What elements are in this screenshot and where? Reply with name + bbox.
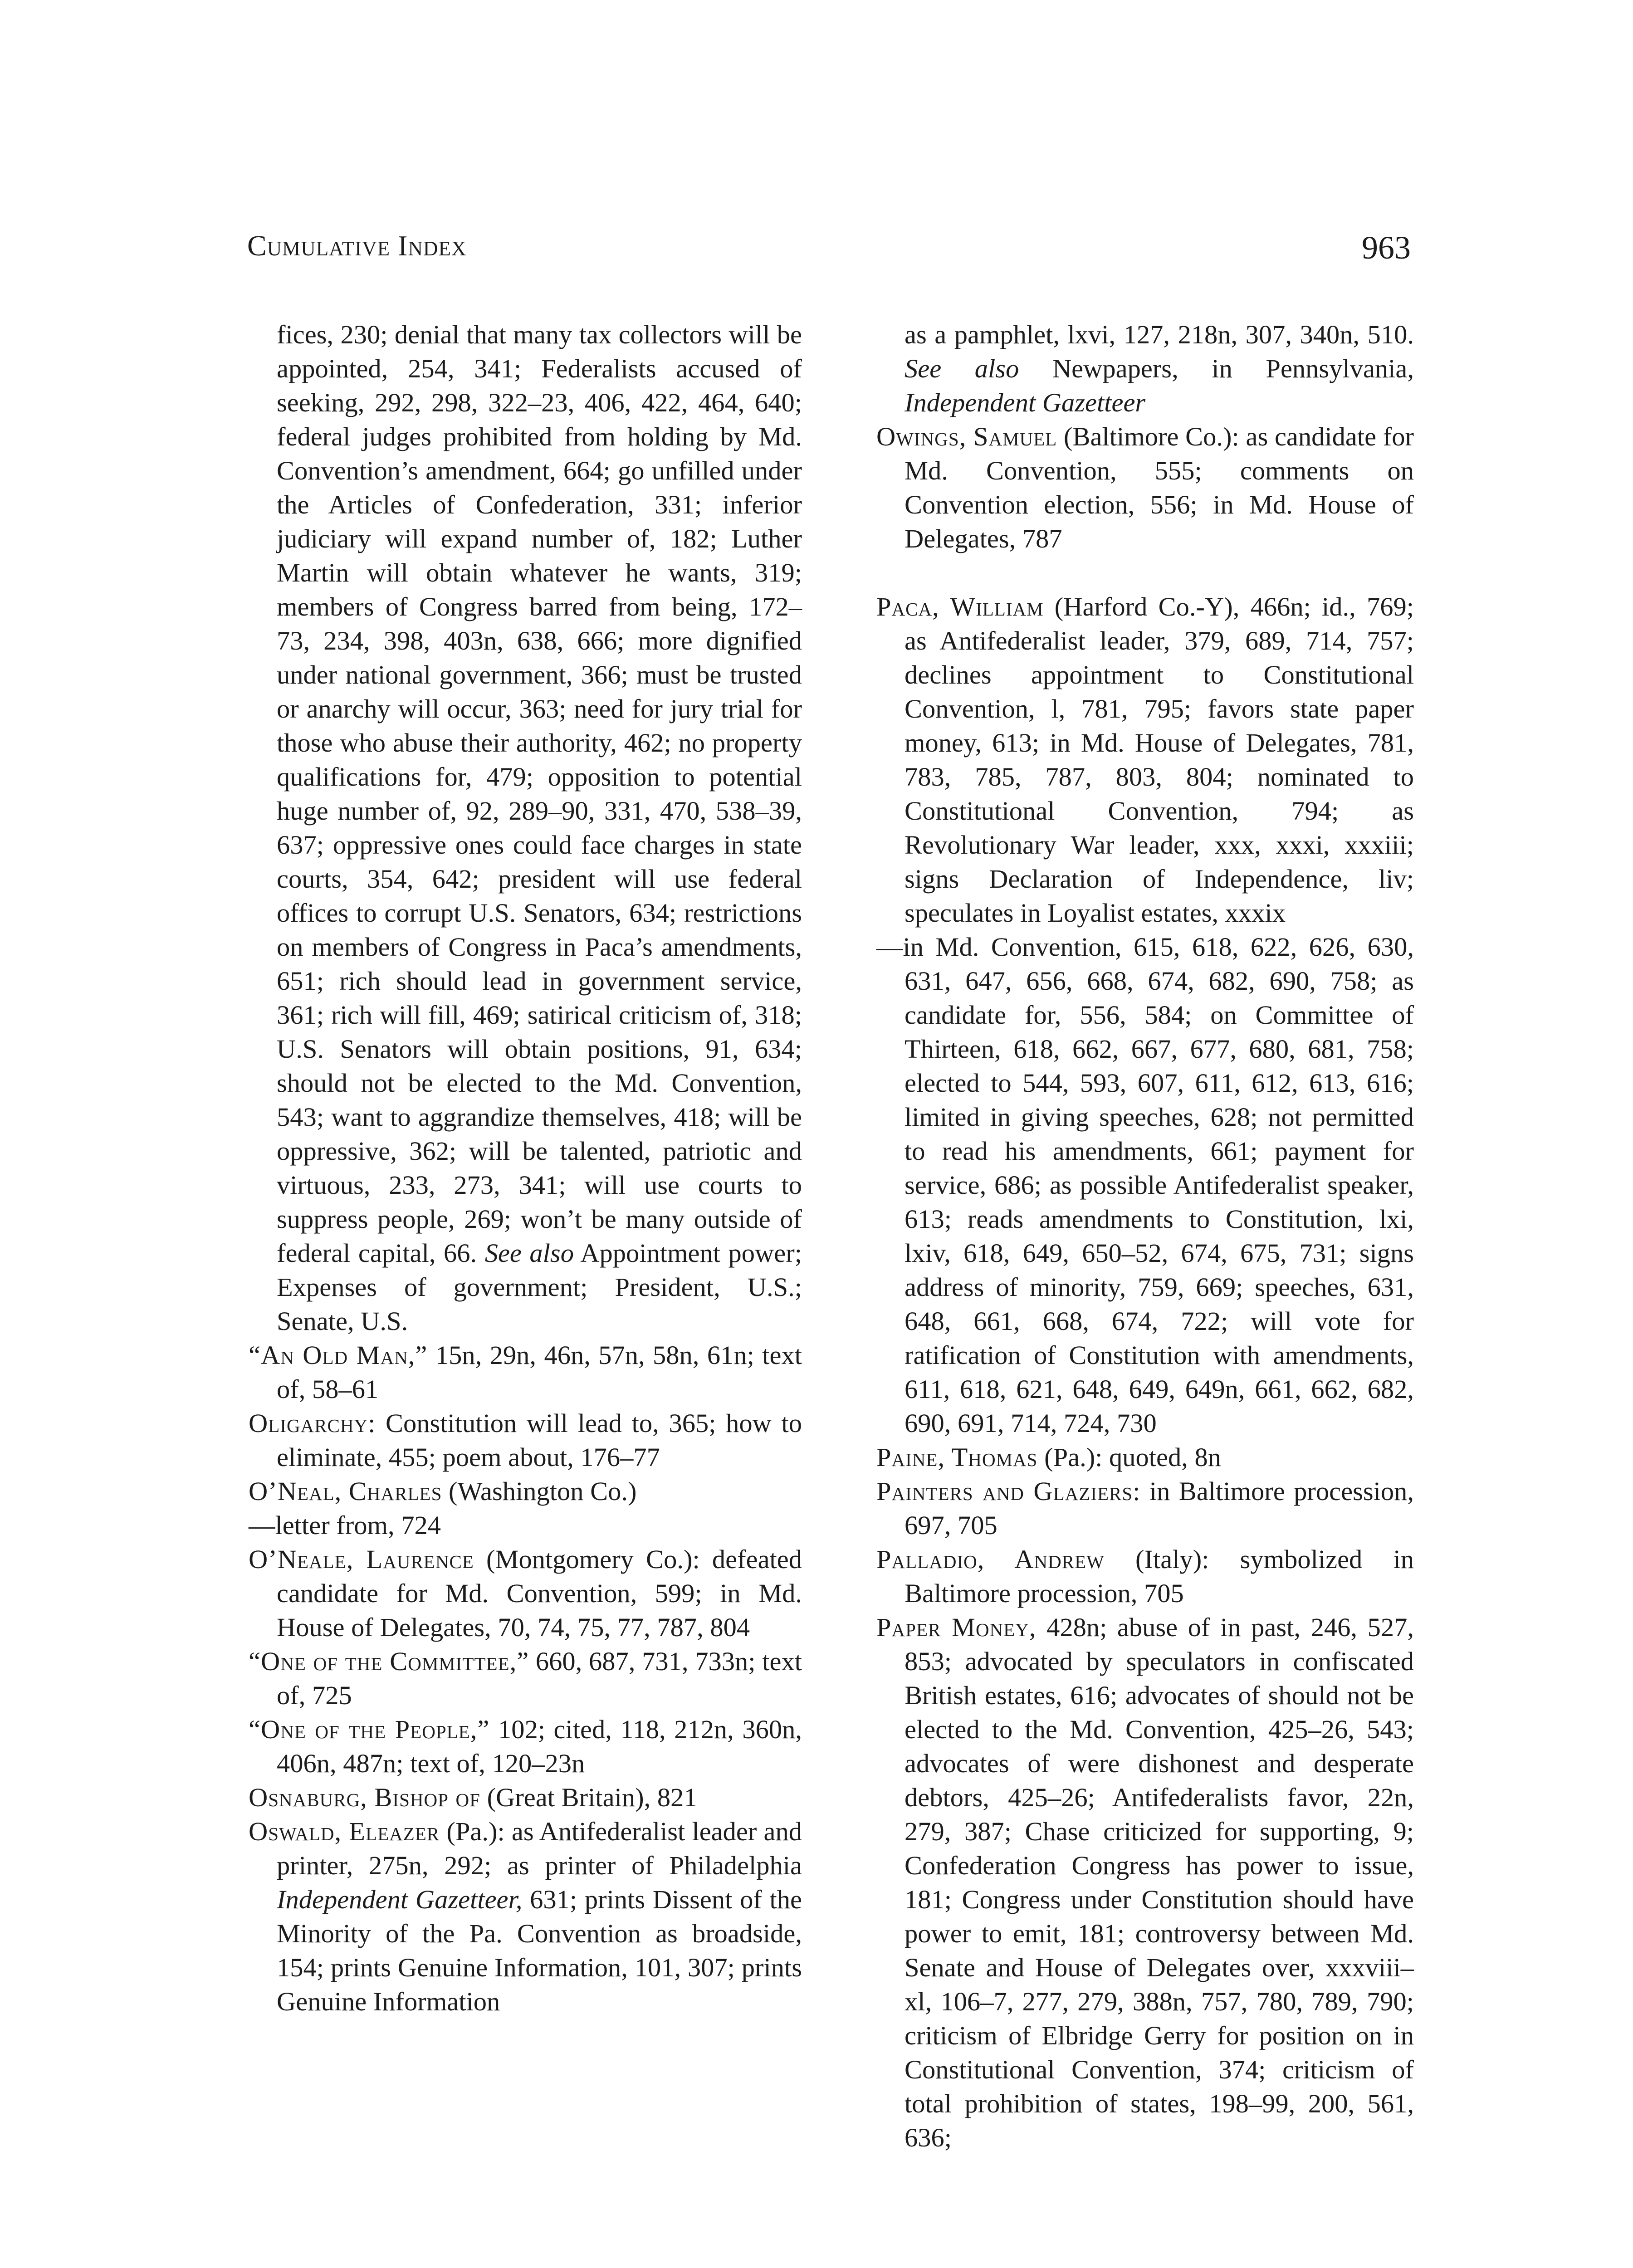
entry-text: 428n; abuse of in past, 246, 527, 853; advocated by speculators in confiscated British estates, 616; advocates of should not be elected to the Md. Convention, 425–26, 543; advocates of were dishonest and desperate debtors, 425–26; Antifederalists favor, 22n, 279, 387; Chase criticized for supporting, 9; Confederation Congress has power to issue, 181; Congress under Constitution should have power to emit, 181; controversy between Md. Senate and House of Delegates over, xxxviii–xl, 106–7, 277, 279, 388n, 757, 780, 789, 790; criticism of Elbridge Gerry for position on in Constitutional Convention, 374; criticism of total prohibition of states, 198–99, 200, 561, 636; <box>905 1613 1414 2152</box>
entry-text: (Montgomery Co.): defeated candidate for Md. Convention, 599; in Md. House of Delegates, 70, 74, 75, 77, 787, 804 <box>277 1545 802 1642</box>
entry-text: 15n, 29n, 46n, 57n, 58n, 61n; text of, 58–61 <box>277 1340 802 1404</box>
entry-text: (Italy): symbolized in Baltimore procession, 705 <box>905 1545 1414 1608</box>
right-column <box>876 318 1414 2155</box>
index-entry-paper-money <box>876 1610 1414 2155</box>
index-entry-an-old-man <box>249 1338 802 1406</box>
running-title <box>247 229 466 263</box>
entry-heading: Owings, Samuel <box>876 422 1057 451</box>
entry-italic: Independent Gazetteer, <box>277 1885 523 1914</box>
officers-text: fices, 230; denial that many tax collectors will be appointed, 254, 341; Federalists accused of seeking, 292, 298, 322–23, 406, 422, 464, 640; federal judges prohibited from holding by Md. Convention’s amendment, 664; go unfilled under the Articles of Confederation, 331; inferior judiciary will expand number of, 182; Luther Martin will obtain whatever he wants, 319; members of Congress barred from being, 172–73, 234, 398, 403n, 638, 666; more dignified under national government, 366; must be trusted or anarchy will occur, 363; need for jury trial for those who abuse their authority, 462; no property qualifications for, 479; opposition to potential huge number of, 92, 289–90, 331, 470, 538–39, 637; oppressive ones could face charges in state courts, 354, 642; president will use federal offices to corrupt U.S. Senators, 634; restrictions on members of Congress in Paca’s amendments, 651; rich should lead in government service, 361; rich will fill, 469; satirical criticism of, 318; U.S. Senators will obtain positions, 91, 634; should not be elected to the Md. Convention, 543; want to aggrandize themselves, 418; will be oppressive, 362; will be talented, patriotic and virtuous, 233, 273, 341; will use courts to suppress people, 269; won’t be many outside of federal capital, 66. <box>277 320 802 1268</box>
index-entry-paine <box>876 1440 1414 1474</box>
index-entry-oneale <box>249 1542 802 1644</box>
entry-heading: Oligarchy: <box>249 1408 376 1438</box>
index-entry-paca <box>876 590 1414 930</box>
see-also-label: See also <box>484 1238 574 1268</box>
index-entry-oswald <box>249 1814 802 2019</box>
entry-heading: “One of the People,” <box>249 1715 490 1744</box>
letter-gap <box>876 556 1414 590</box>
entry-text-2: 631; prints Dissent of the Minority of the Pa. Convention as broadside, 154; prints Genuine Information, 101, 307; prints Genuine Information <box>277 1885 802 2016</box>
entry-heading: “One of the Committee,” <box>249 1647 529 1676</box>
running-title-text: Cumulative Index <box>247 230 467 262</box>
index-subentry-oneal-letter: —letter from, 724 <box>249 1510 441 1540</box>
oswald-continued-text: as a pamphlet, lxvi, 127, 218n, 307, 340n, 510. <box>905 320 1414 349</box>
index-entry-officers-continued <box>249 318 802 1338</box>
index-entry-palladio <box>876 1542 1414 1610</box>
entry-heading: Paca, William <box>876 592 1044 621</box>
entry-heading: Paine, Thomas <box>876 1442 1038 1472</box>
index-entry-owings <box>876 420 1414 556</box>
entry-heading: Painters and Glaziers: <box>876 1476 1141 1506</box>
entry-text: (Washington Co.) <box>449 1476 637 1506</box>
entry-text: 660, 687, 731, 733n; text of, 725 <box>277 1647 802 1710</box>
entry-heading: “An Old Man,” <box>249 1340 428 1370</box>
entry-text: (Great Britain), 821 <box>487 1783 697 1812</box>
index-entry-osnaburg <box>249 1780 802 1814</box>
entry-heading: Oswald, Eleazer <box>249 1817 440 1846</box>
left-column <box>249 318 802 2019</box>
see-also-italic: Independent Gazetteer <box>905 388 1146 417</box>
entry-heading: Palladio, Andrew <box>876 1545 1105 1574</box>
index-entry-painters <box>876 1474 1414 1542</box>
entry-text: 102; cited, 118, 212n, 360n, 406n, 487n; text of, 120–23n <box>277 1715 802 1778</box>
index-entry-oswald-continued <box>876 318 1414 420</box>
entry-text: (Pa.): as Antifederalist leader and printer, 275n, 292; as printer of Philadelphia <box>277 1817 802 1880</box>
see-also-label: See also <box>905 354 1019 383</box>
index-entry-oligarchy <box>249 1406 802 1474</box>
entry-heading: O’Neale, Laurence <box>249 1545 474 1574</box>
entry-text: (Harford Co.-Y), 466n; id., 769; as Antifederalist leader, 379, 689, 714, 757; declines appointment to Constitutional Convention, l, 781, 795; favors state paper money, 613; in Md. House of Delegates, 781, 783, 785, 787, 803, 804; nominated to Constitutional Convention, 794; as Revolutionary War leader, xxx, xxxi, xxxiii; signs Declaration of Independence, liv; speculates in Loyalist estates, xxxix <box>905 592 1414 928</box>
index-subentry-paca-convention: —in Md. Convention, 615, 618, 622, 626, 630, 631, 647, 656, 668, 674, 682, 690, 758; as candidate for, 556, 584; on Committee of Thirteen, 618, 662, 667, 677, 680, 681, 758; elected to 544, 593, 607, 611, 612, 613, 616; limited in giving speeches, 628; not permitted to read his amendments, 661; payment for service, 686; as possible Antifederalist speaker, 613; reads amendments to Constitution, lxi, lxiv, 618, 649, 650–52, 674, 675, 731; signs address of minority, 759, 669; speeches, 631, 648, 661, 668, 674, 722; will vote for ratification of Constitution with amendments, 611, 618, 621, 648, 649, 649n, 661, 662, 682, 690, 691, 714, 724, 730 <box>876 932 1414 1438</box>
entry-heading: O’Neal, Charles <box>249 1476 442 1506</box>
page-number: 963 <box>1362 230 1411 266</box>
entry-text: (Baltimore Co.): as candidate for Md. Convention, 555; comments on Convention election, 556; in Md. House of Delegates, 787 <box>905 422 1414 553</box>
officers-see-also: Appointment power; Expenses of government; President, U.S.; Senate, U.S. <box>277 1238 802 1336</box>
see-also-text: Newpapers, in Pennsylvania, <box>1052 354 1414 383</box>
entry-heading: Paper Money, <box>876 1613 1037 1642</box>
running-head <box>247 229 1411 270</box>
index-entry-oneal <box>249 1474 802 1508</box>
index-entry-one-of-the-people <box>249 1712 802 1780</box>
entry-text: Constitution will lead to, 365; how to eliminate, 455; poem about, 176–77 <box>277 1408 802 1472</box>
entry-text: (Pa.): quoted, 8n <box>1044 1442 1222 1472</box>
entry-heading: Osnaburg, Bishop of <box>249 1783 480 1812</box>
entry-text: in Baltimore procession, 697, 705 <box>905 1476 1414 1540</box>
index-entry-one-of-the-committee <box>249 1644 802 1712</box>
